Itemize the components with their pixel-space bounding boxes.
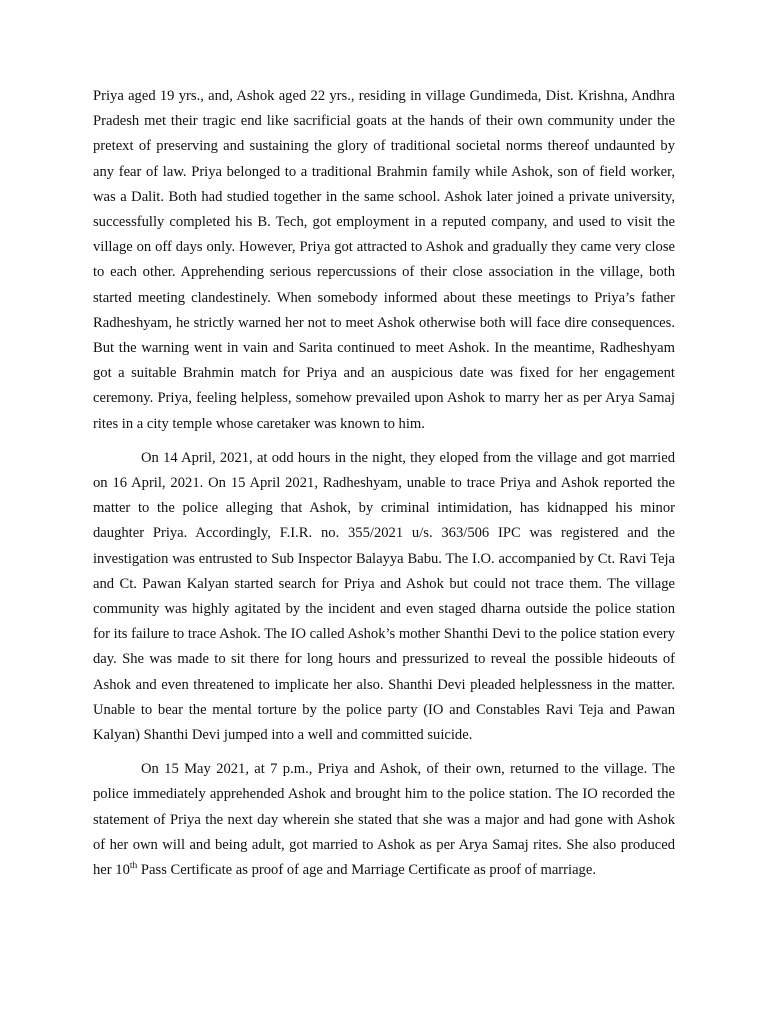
paragraph-text-part: On 15 May 2021, at 7 p.m., Priya and Ashok, of their own, returned to the village. The police immediately apprehended Ashok and brought him to the police station. The IO recorded the statement of Priya the next day wherein she stated that she was a major and had gone with Ashok of her own will and being adult, got married to Ashok as per Arya Samaj rites. She also produced her 10 bbox=[93, 761, 675, 879]
paragraph-return-to-village bbox=[93, 757, 675, 883]
document-page bbox=[93, 84, 675, 892]
superscript-ordinal: th bbox=[129, 861, 138, 872]
paragraph-elopement-and-fir: On 14 April, 2021, at odd hours in the night, they eloped from the village and got married on 16 April, 2021. On 15 April 2021, Radheshyam, unable to trace Priya and Ashok reported the matter to the police alleging that Ashok, by criminal intimidation, has kidnapped his minor daughter Priya. Accordingly, F.I.R. no. 355/2021 u/s. 363/506 IPC was registered and the investigation was entrusted to Sub Inspector Balayya Babu. The I.O. accompanied by Ct. Ravi Teja and Ct. Pawan Kalyan started search for Priya and Ashok but could not trace them. The village community was highly agitated by the incident and even staged dharna outside the police station for its failure to trace Ashok. The IO called Ashok’s mother Shanthi Devi to the police station every day. She was made to sit there for long hours and pressurized to reveal the possible hideouts of Ashok and even threatened to implicate her also. Shanthi Devi pleaded helplessness in the matter. Unable to bear the mental torture by the police party (IO and Constables Ravi Teja and Pawan Kalyan) Shanthi Devi jumped into a well and committed suicide. bbox=[93, 449, 675, 744]
paragraph-case-background: Priya aged 19 yrs., and, Ashok aged 22 yrs., residing in village Gundimeda, Dist. Krishna, Andhra Pradesh met their tragic end like sacrificial goats at the hands of their own community under the pretext of preserving and sustaining the glory of traditional societal norms thereof undaunted by any fear of law. Priya belonged to a traditional Brahmin family while Ashok, son of field worker, was a Dalit. Both had studied together in the same school. Ashok later joined a private university, successfully completed his B. Tech, got employment in a reputed company, and used to visit the village on off days only. However, Priya got attracted to Ashok and gradually they came very close to each other. Apprehending serious repercussions of their close association in the village, both started meeting clandestinely. When somebody informed about these meetings to Priya’s father Radheshyam, he strictly warned her not to meet Ashok otherwise both will face dire consequences. But the warning went in vain and Sarita continued to meet Ashok. In the meantime, Radheshyam got a suitable Brahmin match for Priya and an auspicious date was fixed for her engagement ceremony. Priya, feeling helpless, somehow prevailed upon Ashok to marry her as per Arya Samaj rites in a city temple whose caretaker was known to him. bbox=[93, 88, 675, 432]
paragraph-text-part: Pass Certificate as proof of age and Marriage Certificate as proof of marriage. bbox=[137, 862, 596, 879]
